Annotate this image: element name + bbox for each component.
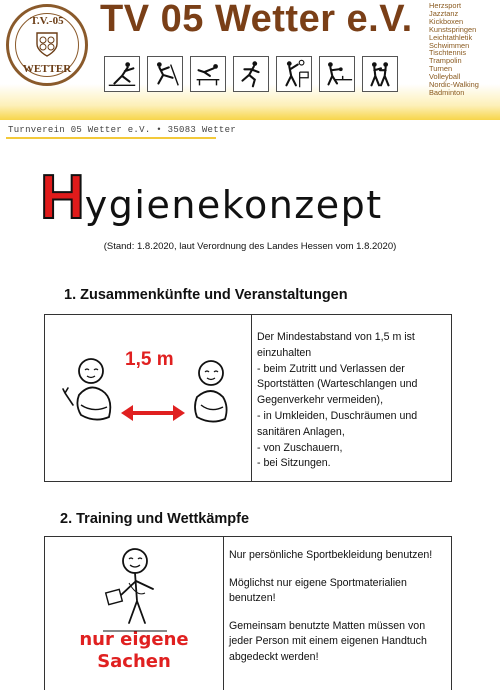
running-icon xyxy=(233,56,269,92)
club-address: Turnverein 05 Wetter e.V. • 35083 Wetter xyxy=(8,125,237,135)
text-line: - von Zuschauern, xyxy=(257,441,343,454)
swimming-icon xyxy=(190,56,226,92)
address-divider xyxy=(6,137,216,139)
sport-list-item: Trampolin xyxy=(429,56,462,66)
text-line: - in Umkleiden, Duschräumen und sanitären Anlagen, xyxy=(257,409,418,438)
own-equipment-line-1: nur eigene xyxy=(79,629,189,650)
athletics-icon xyxy=(147,56,183,92)
sport-list-item: Leichtathletik xyxy=(429,32,473,42)
text-paragraph: Gemeinsam benutzte Matten müssen von jeder Person mit einem eigenen Handtuch abgedeckt werden! xyxy=(229,619,427,663)
stand-note: (Stand: 1.8.2020, laut Verordnung des Landes Hessen vom 1.8.2020) xyxy=(103,241,397,252)
page-header xyxy=(0,0,500,120)
own-equipment-label xyxy=(45,629,223,673)
box-divider xyxy=(223,537,224,690)
section-2-text xyxy=(229,548,449,678)
section-1-text xyxy=(257,330,449,472)
section-heading-1: 1. Zusammenkünfte und Veranstaltungen xyxy=(64,287,348,303)
title-rest: ygienekonzept xyxy=(84,183,383,227)
table-tennis-icon xyxy=(319,56,355,92)
volleyball-icon xyxy=(276,56,312,92)
own-equipment-line-2: Sachen xyxy=(97,651,171,672)
kickboxing-icon xyxy=(362,56,398,92)
sport-icons xyxy=(104,56,398,92)
sport-list xyxy=(429,2,499,97)
logo-bottom-text: WETTER xyxy=(22,63,72,75)
sport-list-item: Jazztanz xyxy=(429,8,459,18)
sport-list-item: Badminton xyxy=(429,87,465,97)
text-line: - beim Zutritt und Verlassen der Sportstätten (Warteschlangen und Gegenverkehr vermeiden), xyxy=(257,362,418,407)
box-divider xyxy=(251,315,252,481)
sport-list-item: Kunstspringen xyxy=(429,24,477,34)
club-logo xyxy=(6,4,88,86)
page-title xyxy=(40,162,383,233)
club-name: TV 05 Wetter e.V. xyxy=(100,0,413,40)
sport-list-item: Tischtennis xyxy=(429,48,467,58)
section-2-box xyxy=(44,536,452,690)
logo-top-text: T.V.-05 xyxy=(30,15,64,27)
sport-list-item: Nordic-Walking xyxy=(429,80,479,90)
distance-label: 1,5 m xyxy=(125,349,174,370)
sport-list-item: Turnen xyxy=(429,64,453,74)
own-equipment-illustration-icon xyxy=(95,543,175,633)
section-heading-2: 2. Training und Wettkämpfe xyxy=(60,511,250,527)
text-paragraph: Nur persönliche Sportbekleidung benutzen! xyxy=(229,549,433,561)
sport-list-item: Volleyball xyxy=(429,72,461,82)
sport-list-item: Kickboxen xyxy=(429,16,464,26)
text-paragraph: Möglichst nur eigene Sportmaterialien benutzen! xyxy=(229,576,407,605)
text-line: Der Mindestabstand von 1,5 m ist einzuhalten xyxy=(257,331,415,359)
emblem-icon xyxy=(34,30,60,58)
sport-list-item: Schwimmen xyxy=(429,40,470,50)
text-line: - bei Sitzungen. xyxy=(257,457,331,470)
sport-list-item: Herzsport xyxy=(429,1,462,10)
gymnastics-icon xyxy=(104,56,140,92)
title-initial: H xyxy=(40,163,85,232)
section-1-box xyxy=(44,314,452,482)
